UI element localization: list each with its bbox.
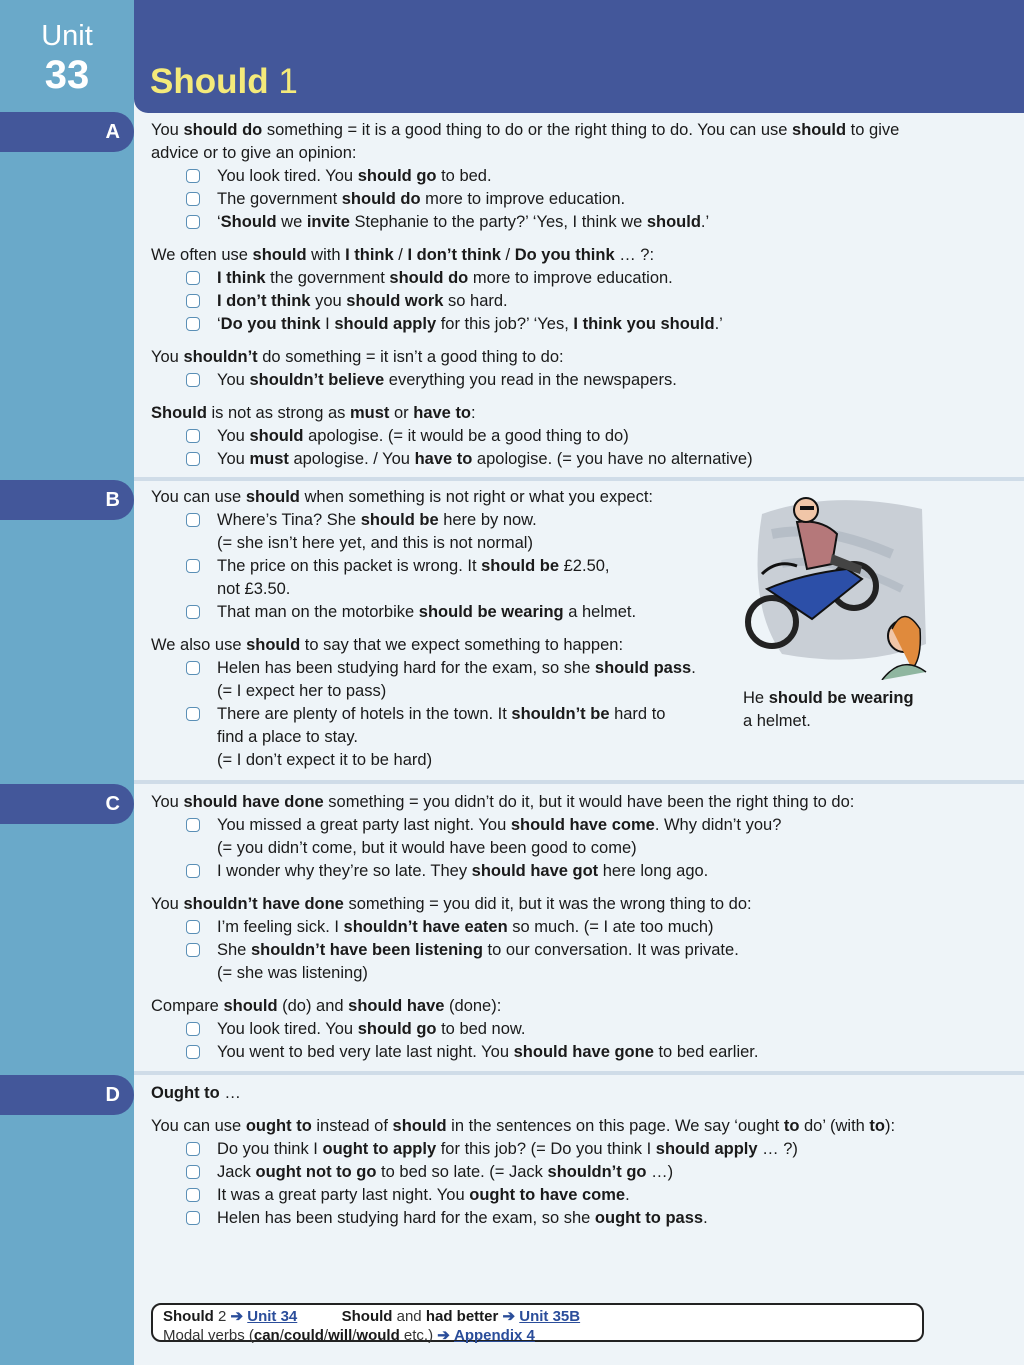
checkbox-bullet-icon: [186, 818, 200, 832]
title-main: Should: [150, 62, 269, 101]
checkbox-bullet-icon: [186, 1165, 200, 1179]
example: Jack ought not to go to bed so late. (= Jack shouldn’t go …): [151, 1161, 931, 1184]
example: I wonder why they’re so late. They should have got here long ago.: [151, 860, 931, 883]
sidebar: [0, 0, 134, 1365]
example: You should apologise. (= it would be a good thing to do): [151, 425, 931, 448]
arrow-right-icon: ➔: [502, 1308, 516, 1325]
example: I’m feeling sick. I shouldn’t have eaten so much. (= I ate too much): [151, 916, 931, 939]
arrow-right-icon: ➔: [437, 1327, 450, 1344]
link-unit-35b[interactable]: Unit 35B: [519, 1308, 581, 1325]
example: ‘Do you think I should apply for this job?’ ‘Yes, I think you should.’: [151, 313, 931, 336]
section-b-intro-1: You can use should when something is not right or what you expect:: [151, 488, 653, 506]
unit-badge: [0, 0, 134, 113]
example: ‘Should we invite Stephanie to the party?’ ‘Yes, I think we should.’: [151, 211, 931, 234]
title-number: 1: [278, 62, 298, 101]
checkbox-bullet-icon: [186, 513, 200, 527]
example: You missed a great party last night. You should have come. Why didn’t you?: [151, 814, 931, 837]
example: You shouldn’t believe everything you read in the newspapers.: [151, 369, 931, 392]
link-unit-34[interactable]: Unit 34: [247, 1308, 298, 1325]
checkbox-bullet-icon: [186, 373, 200, 387]
section-a-intro-2: We often use should with I think / I don’t think / Do you think … ?:: [151, 246, 655, 264]
section-a-intro-1: You should do something = it is a good thing to do or the right thing to do. You can use should to give advice or to give an opinion:: [151, 121, 900, 162]
example-continued: (= she was listening): [217, 964, 368, 982]
section-a-intro-4: Should is not as strong as must or have to:: [151, 404, 476, 422]
example: Helen has been studying hard for the exam, so she should pass.: [151, 657, 731, 680]
page-header: [134, 0, 1024, 113]
example: Helen has been studying hard for the exam, so she ought to pass.: [151, 1207, 931, 1230]
checkbox-bullet-icon: [186, 169, 200, 183]
section-c: [151, 791, 931, 1064]
example: The price on this packet is wrong. It should be £2.50,: [151, 555, 731, 578]
checkbox-bullet-icon: [186, 605, 200, 619]
checkbox-bullet-icon: [186, 215, 200, 229]
example: Where’s Tina? She should be here by now.: [151, 509, 731, 532]
example: You look tired. You should go to bed now.: [151, 1018, 931, 1041]
example: You look tired. You should go to bed.: [151, 165, 931, 188]
example: You went to bed very late last night. You should have gone to bed earlier.: [151, 1041, 931, 1064]
example: The government should do more to improve education.: [151, 188, 931, 211]
checkbox-bullet-icon: [186, 661, 200, 675]
illustration-caption: He should be wearing a helmet.: [743, 689, 914, 730]
checkbox-bullet-icon: [186, 271, 200, 285]
checkbox-bullet-icon: [186, 1188, 200, 1202]
section-b: [151, 486, 731, 772]
example: Do you think I ought to apply for this job? (= Do you think I should apply … ?): [151, 1138, 931, 1161]
checkbox-bullet-icon: [186, 1045, 200, 1059]
unit-number: 33: [44, 53, 90, 97]
example-continued: (= I don’t expect it to be hard): [217, 751, 433, 769]
example: That man on the motorbike should be wearing a helmet.: [151, 601, 731, 624]
checkbox-bullet-icon: [186, 294, 200, 308]
example: You must apologise. / You have to apologise. (= you have no alternative): [151, 448, 931, 471]
section-d-heading: Ought to …: [151, 1084, 241, 1102]
checkbox-bullet-icon: [186, 1022, 200, 1036]
checkbox-bullet-icon: [186, 707, 200, 721]
section-tab-a: A: [0, 112, 134, 152]
section-tab-b: B: [0, 480, 134, 520]
section-a-intro-3: You shouldn’t do something = it isn’t a good thing to do:: [151, 348, 564, 366]
unit-word: Unit: [41, 20, 93, 52]
example-continued: (= she isn’t here yet, and this is not normal): [217, 534, 533, 552]
section-divider: [134, 477, 1024, 481]
section-d: [151, 1082, 931, 1230]
example: There are plenty of hotels in the town. It shouldn’t be hard to: [151, 703, 731, 726]
arrow-right-icon: ➔: [230, 1308, 244, 1325]
section-tab-c: C: [0, 784, 134, 824]
example: I think the government should do more to improve education.: [151, 267, 931, 290]
example-continued: not £3.50.: [217, 580, 291, 598]
section-c-intro-2: You shouldn’t have done something = you did it, but it was the wrong thing to do:: [151, 895, 752, 913]
checkbox-bullet-icon: [186, 192, 200, 206]
page-title: [150, 62, 298, 102]
checkbox-bullet-icon: [186, 429, 200, 443]
example-continued: (= I expect her to pass): [217, 682, 387, 700]
section-divider: [134, 780, 1024, 784]
section-b-intro-2: We also use should to say that we expect something to happen:: [151, 636, 624, 654]
checkbox-bullet-icon: [186, 559, 200, 573]
section-c-intro-3: Compare should (do) and should have (done):: [151, 997, 502, 1015]
example: I don’t think you should work so hard.: [151, 290, 931, 313]
reference-line-1: Should 2 ➔ Unit 34 Should and had better ➔ Unit 35B: [163, 1308, 581, 1325]
section-divider: [134, 1071, 1024, 1075]
section-tab-d: D: [0, 1075, 134, 1115]
checkbox-bullet-icon: [186, 1211, 200, 1225]
checkbox-bullet-icon: [186, 864, 200, 878]
example: She shouldn’t have been listening to our conversation. It was private.: [151, 939, 931, 962]
link-appendix-4[interactable]: Appendix 4: [454, 1327, 535, 1344]
cross-reference-box: [151, 1303, 924, 1342]
checkbox-bullet-icon: [186, 943, 200, 957]
reference-line-2: Modal verbs (can/could/will/would etc.) ➔ Appendix 4: [163, 1327, 535, 1344]
checkbox-bullet-icon: [186, 317, 200, 331]
section-a: [151, 119, 931, 471]
example-continued: find a place to stay.: [217, 728, 358, 746]
section-c-intro-1: You should have done something = you didn’t do it, but it would have been the right thing to do:: [151, 793, 855, 811]
example: It was a great party last night. You ought to have come.: [151, 1184, 931, 1207]
section-d-intro-1: You can use ought to instead of should in the sentences on this page. We say ‘ought to do’ (with to):: [151, 1117, 896, 1135]
checkbox-bullet-icon: [186, 452, 200, 466]
example-continued: (= you didn’t come, but it would have been good to come): [217, 839, 637, 857]
checkbox-bullet-icon: [186, 1142, 200, 1156]
motorbike-illustration: [742, 494, 928, 680]
checkbox-bullet-icon: [186, 920, 200, 934]
